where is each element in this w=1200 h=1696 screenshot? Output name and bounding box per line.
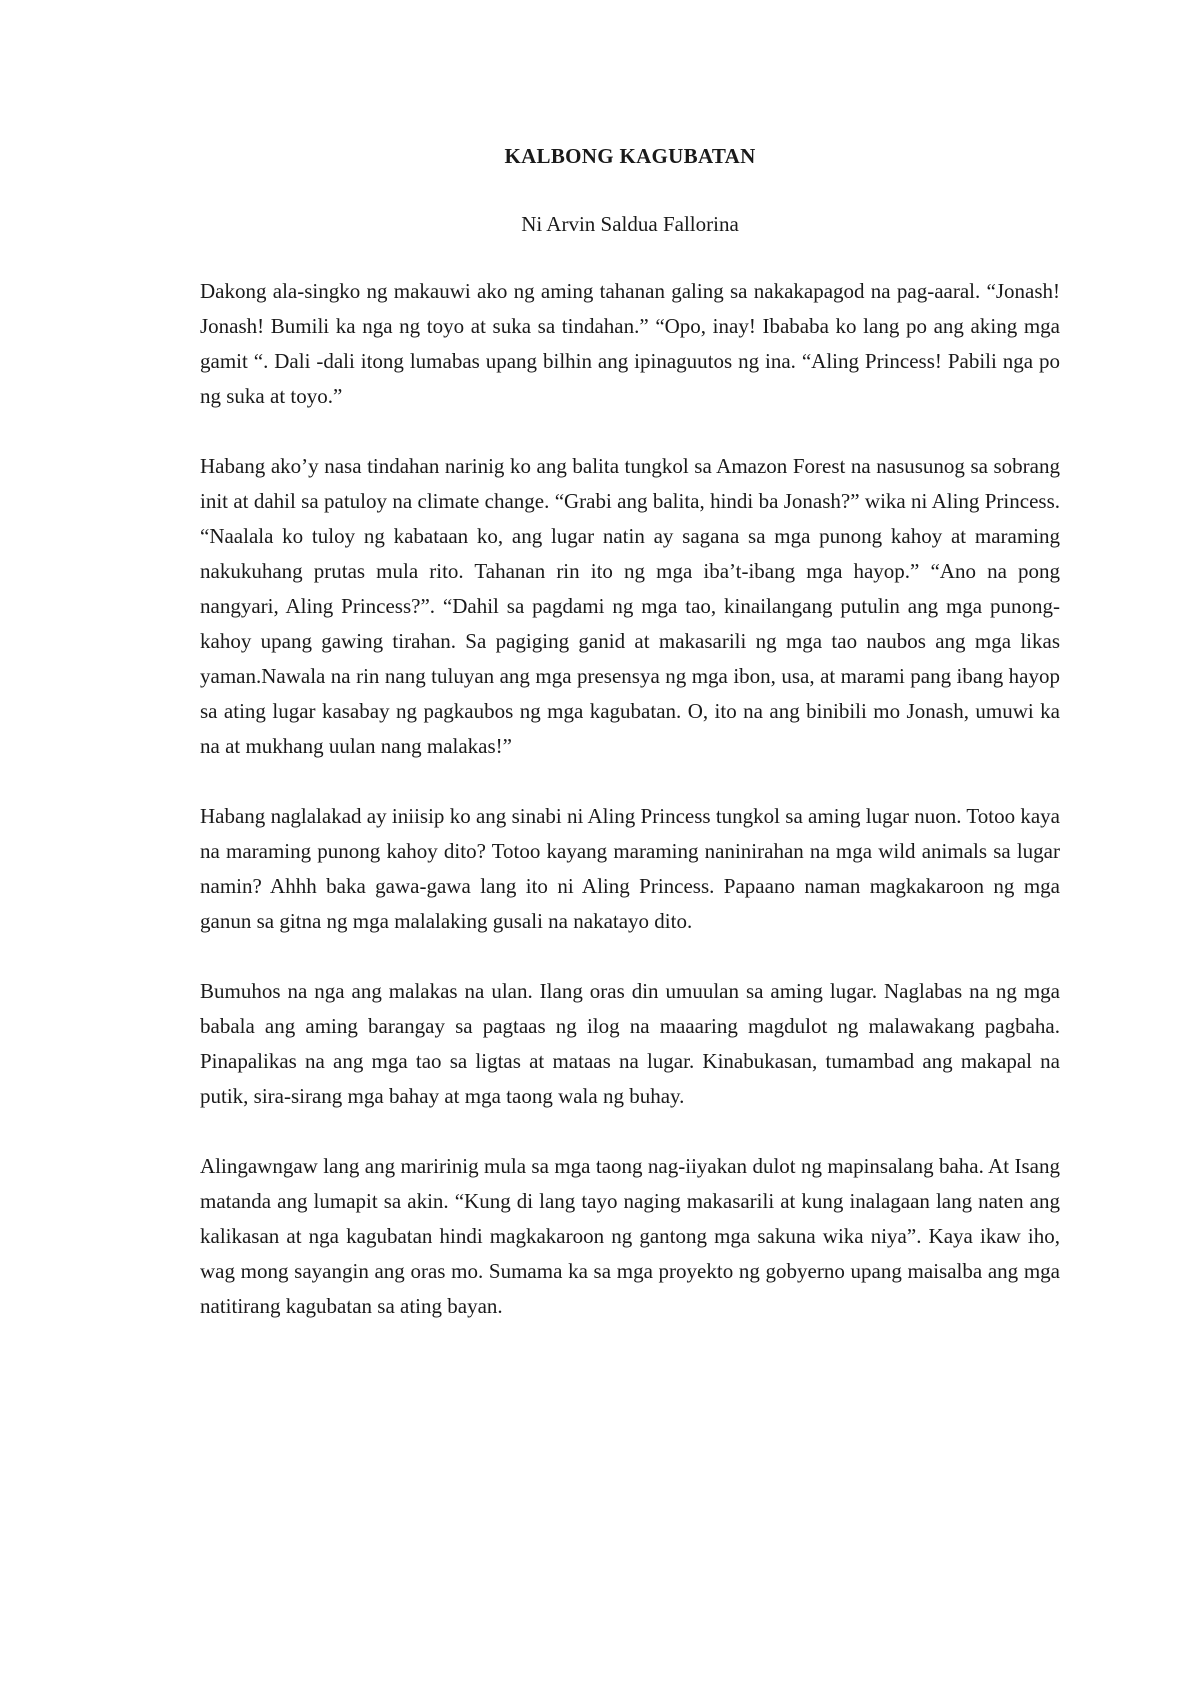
paragraph-1: Dakong ala-singko ng makauwi ako ng aming tahanan galing sa nakakapagod na pag-aaral. “Jonash! Jonash! Bumili ka nga ng toyo at suka sa tindahan.” “Opo, inay! Ibababa ko lang po ang aking mga gamit “. Dali -dali itong lumabas upang bilhin ang ipinaguutos ng ina. “Aling Princess! Pabili nga po ng suka at toyo.” [200,279,1060,408]
paragraph-4: Bumuhos na nga ang malakas na ulan. Ilang oras din umuulan sa aming lugar. Naglabas na ng mga babala ang aming barangay sa pagtaas ng ilog na maaaring magdulot ng malawakang pagbaha. Pinapalikas na ang mga tao sa ligtas at mataas na lugar. Kinabukasan, tumambad ang makapal na putik, sira-sirang mga bahay at mga taong wala ng buhay. [200,979,1060,1108]
paragraph-2: Habang ako’y nasa tindahan narinig ko ang balita tungkol sa Amazon Forest na nasusunog sa sobrang init at dahil sa patuloy na climate change. “Grabi ang balita, hindi ba Jonash?” wika ni Aling Princess. “Naalala ko tuloy ng kabataan ko, ang lugar natin ay sagana sa mga punong kahoy at maraming nakukuhang prutas mula rito. Tahanan rin ito ng mga iba’t-ibang mga hayop.” “Ano na pong nangyari, Aling Princess?”. “Dahil sa pagdami ng mga tao, kinailangang putulin ang mga punong- kahoy upang gawing tirahan. Sa pagiging ganid at makasarili ng mga tao naubos ang mga likas yaman.Nawala na rin nang tuluyan ang mga presensya ng mga ibon, usa, at marami pang ibang hayop sa ating lugar kasabay ng pagkaubos ng mga kagubatan. O, ito na ang binibili mo Jonash, umuwi ka na at mukhang uulan nang malakas!” [200,454,1060,758]
paragraph-3: Habang naglalakad ay iniisip ko ang sinabi ni Aling Princess tungkol sa aming lugar nuon. Totoo kaya na maraming punong kahoy dito? Totoo kayang maraming naninirahan na mga wild animals sa lugar namin? Ahhh baka gawa-gawa lang ito ni Aling Princess. Papaano naman magkakaroon ng mga ganun sa gitna ng mga malalaking gusali na nakatayo dito. [200,804,1060,933]
document-author: Ni Arvin Saldua Fallorina [521,212,739,236]
paragraph-5: Alingawngaw lang ang maririnig mula sa mga taong nag-iiyakan dulot ng mapinsalang baha. At Isang matanda ang lumapit sa akin. “Kung di lang tayo naging makasarili at kung inalagaan lang naten ang kalikasan at nga kagubatan hindi magkakaroon ng gantong mga sakuna wika niya”. Kaya ikaw iho, wag mong sayangin ang oras mo. Sumama ka sa mga proyekto ng gobyerno upang maisalba ang mga natitirang kagubatan sa ating bayan. [200,1154,1060,1318]
document-page [200,140,1060,1359]
document-title: KALBONG KAGUBATAN [504,144,756,168]
